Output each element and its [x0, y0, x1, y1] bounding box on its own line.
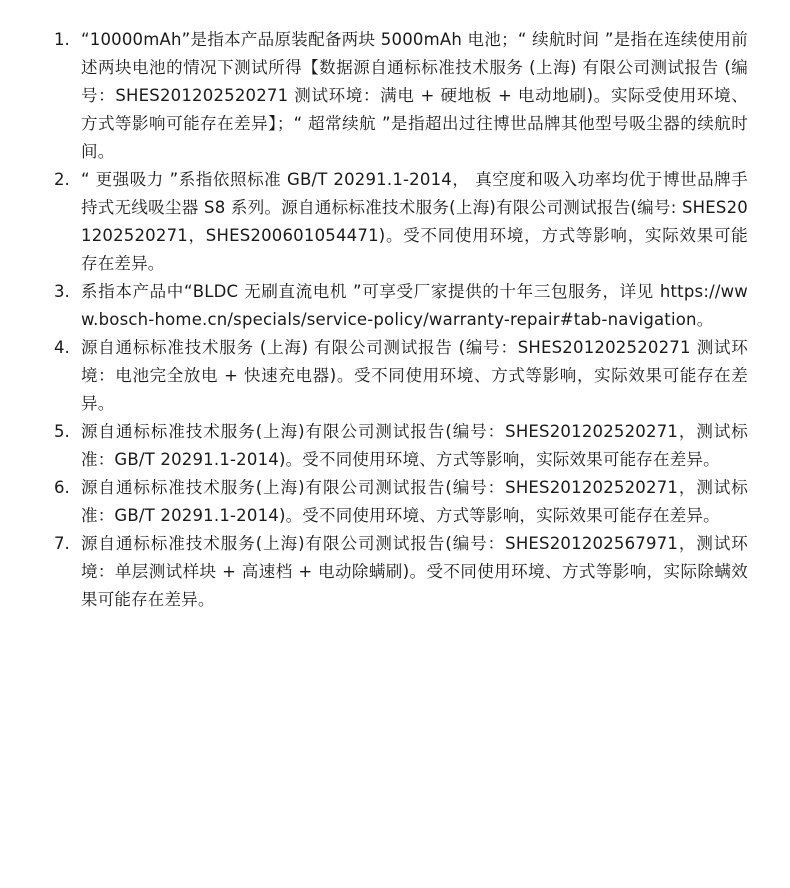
footnote-number: 2. — [54, 170, 70, 189]
footnote-item — [54, 418, 748, 474]
footnote-item — [54, 166, 748, 278]
footnote-number: 6. — [54, 478, 70, 497]
footnote-number: 3. — [54, 282, 70, 301]
footnote-text: “10000mAh”是指本产品原装配备两块 5000mAh 电池；“ 续航时间 ”是指在连续使用前述两块电池的情况下测试所得【数据源自通标标准技术服务 (上海) 有限公司测试报告 (编号：SHES201202520271 测试环境：满电 + 硬地板 + 电动地刷)。实际受使用环境、方式等影响可能存在差异】；“ 超常续航 ”是指超出过往博世品牌其他型号吸尘器的续航时间。 — [81, 30, 748, 161]
footnote-number: 1. — [54, 30, 70, 49]
footnote-text: 源自通标标准技术服务 (上海) 有限公司测试报告 (编号：SHES201202520271 测试环境：电池完全放电 + 快速充电器)。受不同使用环境、方式等影响，实际效果可能存在差异。 — [81, 338, 748, 413]
footnote-item — [54, 474, 748, 530]
footnote-item — [54, 334, 748, 418]
footnote-text: 源自通标标准技术服务(上海)有限公司测试报告(编号：SHES201202520271，测试标准：GB/T 20291.1-2014)。受不同使用环境、方式等影响，实际效果可能存在差异。 — [81, 478, 748, 525]
footnote-text: 系指本产品中“BLDC 无刷直流电机 ”可享受厂家提供的十年三包服务，详见 https://www.bosch-home.cn/specials/service-policy/warranty-repair#tab-navigation。 — [81, 282, 748, 329]
footnote-text: “ 更强吸力 ”系指依照标准 GB/T 20291.1-2014， 真空度和吸入功率均优于博世品牌手持式无线吸尘器 S8 系列。源自通标标准技术服务(上海)有限公司测试报告(编号: SHES201202520271，SHES200601054471)。受不同使用环境，方式等影响，实际效果可能存在差异。 — [81, 170, 748, 273]
footnote-text: 源自通标标准技术服务(上海)有限公司测试报告(编号：SHES201202520271，测试标准：GB/T 20291.1-2014)。受不同使用环境、方式等影响，实际效果可能存在差异。 — [81, 422, 748, 469]
footnote-item — [54, 530, 748, 614]
footnote-item — [54, 278, 748, 334]
footnote-number: 5. — [54, 422, 70, 441]
footnote-number: 4. — [54, 338, 70, 357]
footnote-number: 7. — [54, 534, 70, 553]
footnote-text: 源自通标标准技术服务(上海)有限公司测试报告(编号：SHES201202567971，测试环境：单层测试样块 + 高速档 + 电动除螨刷)。受不同使用环境、方式等影响，实际除螨效果可能存在差异。 — [81, 534, 748, 609]
footnote-list — [54, 26, 748, 614]
footnote-item — [54, 26, 748, 166]
